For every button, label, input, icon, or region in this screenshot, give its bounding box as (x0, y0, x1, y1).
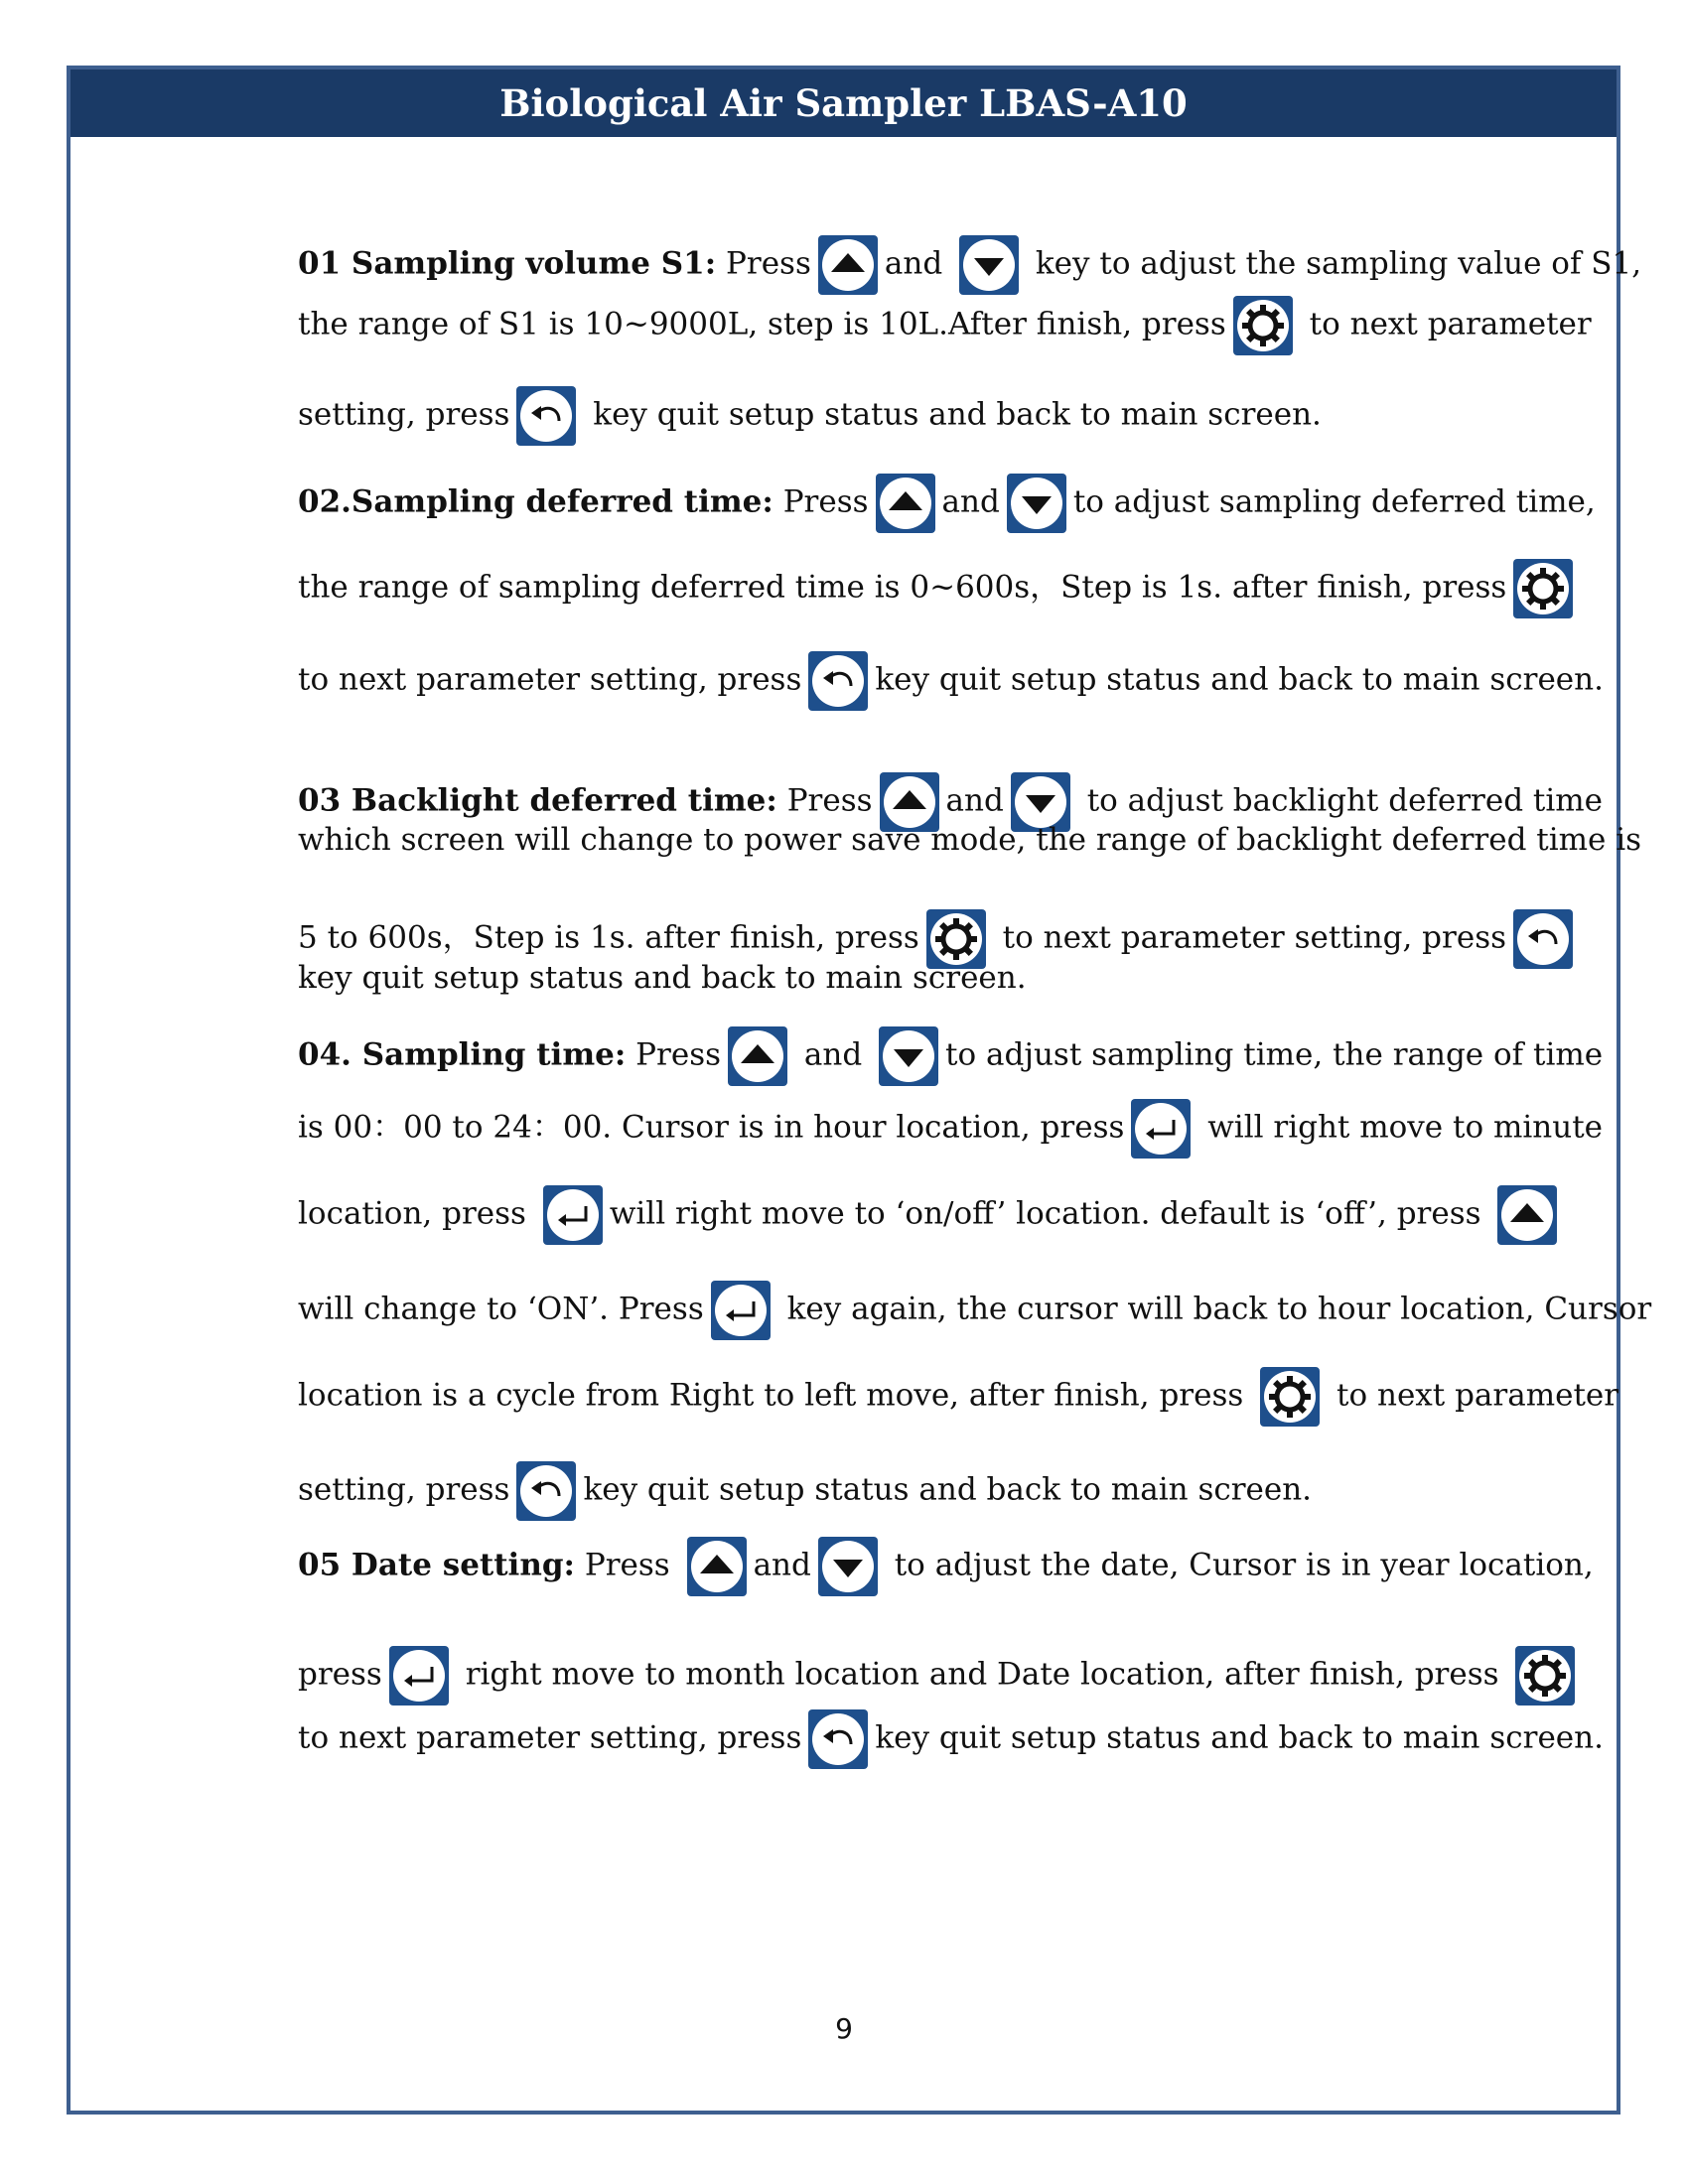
text: which screen will change to power save mode, the range of backlight deferred time is (298, 822, 1642, 858)
down-key-icon (878, 1025, 939, 1087)
up-key-icon (875, 473, 936, 534)
section-04-line-1 (298, 1025, 1603, 1087)
page-number: 9 (835, 2012, 853, 2045)
text: is 00：00 to 24：00. Cursor is in hour location, press (298, 1109, 1125, 1146)
back-key-icon (1512, 908, 1574, 970)
text: to next parameter setting, press (298, 1719, 802, 1756)
section-05-line-3 (298, 1708, 1604, 1770)
section-02-line-1 (298, 473, 1596, 534)
text: Press (782, 483, 869, 520)
section-04-line-6 (298, 1460, 1312, 1522)
text: Press (584, 1547, 670, 1583)
section-03-line-4 (298, 958, 1027, 998)
text: will right move to minute (1207, 1109, 1604, 1146)
settings-key-icon (1232, 295, 1294, 356)
back-key-icon (515, 385, 577, 447)
text: to adjust backlight deferred time (1086, 782, 1604, 819)
text: and (884, 245, 943, 282)
down-key-icon (958, 234, 1020, 296)
text: location is a cycle from Right to left move, after finish, press (298, 1377, 1244, 1414)
text: and (753, 1547, 811, 1583)
back-key-icon (515, 1460, 577, 1522)
enter-key-icon (710, 1280, 772, 1341)
down-key-icon (817, 1536, 879, 1597)
up-key-icon (817, 234, 879, 296)
text: to next parameter (1309, 306, 1592, 342)
section-04-heading: 04. Sampling time: (298, 1036, 627, 1073)
text: Press (786, 782, 873, 819)
back-key-icon (807, 650, 869, 712)
section-04-line-5 (298, 1366, 1618, 1428)
section-04-line-3 (298, 1184, 1564, 1246)
settings-key-icon (1512, 558, 1574, 619)
text: will right move to ‘on/off’ location. default is ‘off’, press (609, 1195, 1481, 1232)
settings-key-icon (1514, 1645, 1576, 1706)
text: Press (726, 245, 811, 282)
section-02-line-3 (298, 650, 1604, 712)
section-01-line-3 (298, 385, 1322, 447)
text: to next parameter setting, press (1002, 919, 1507, 956)
page-title: Biological Air Sampler LBAS-A10 (70, 69, 1617, 137)
text: right move to month location and Date location, after finish, press (465, 1656, 1499, 1693)
back-key-icon (807, 1708, 869, 1770)
page-frame (67, 66, 1620, 2115)
text: location, press (298, 1195, 526, 1232)
text: and (803, 1036, 863, 1073)
text: setting, press (298, 396, 510, 433)
section-01-line-2 (298, 295, 1592, 356)
down-key-icon (1006, 473, 1067, 534)
text: to adjust sampling time, the range of time (945, 1036, 1604, 1073)
enter-key-icon (1130, 1098, 1192, 1160)
section-03-heading: 03 Backlight deferred time: (298, 782, 777, 819)
text: 5 to 600s，Step is 1s. after finish, press (298, 919, 919, 956)
text: key quit setup status and back to main screen. (875, 1719, 1604, 1756)
section-02-line-2 (298, 558, 1580, 619)
section-02-heading: 02.Sampling deferred time: (298, 483, 774, 520)
text: key quit setup status and back to main screen. (298, 960, 1027, 996)
section-05-heading: 05 Date setting: (298, 1547, 575, 1583)
section-03-line-2 (298, 820, 1641, 860)
text: will change to ‘ON’. Press (298, 1291, 704, 1327)
enter-key-icon (542, 1184, 604, 1246)
text: the range of sampling deferred time is 0~600s，Step is 1s. after finish, press (298, 569, 1507, 606)
text: key quit setup status and back to main screen. (593, 396, 1322, 433)
section-05-line-2 (298, 1645, 1582, 1706)
text: setting, press (298, 1471, 510, 1508)
text: press (298, 1656, 382, 1693)
text: to next parameter setting, press (298, 661, 802, 698)
text: key quit setup status and back to main screen. (875, 661, 1604, 698)
up-key-icon (1496, 1184, 1558, 1246)
enter-key-icon (388, 1645, 450, 1706)
text: to next parameter (1336, 1377, 1619, 1414)
text: to adjust the date, Cursor is in year location, (894, 1547, 1594, 1583)
text: and (945, 782, 1004, 819)
text: key quit setup status and back to main screen. (583, 1471, 1313, 1508)
up-key-icon (686, 1536, 748, 1597)
text: key to adjust the sampling value of S1, (1035, 245, 1642, 282)
text: key again, the cursor will back to hour location, Cursor (786, 1291, 1652, 1327)
section-04-line-4 (298, 1280, 1651, 1341)
text: the range of S1 is 10~9000L, step is 10L.After finish, press (298, 306, 1226, 342)
text: to adjust sampling deferred time, (1072, 483, 1596, 520)
settings-key-icon (1259, 1366, 1321, 1428)
up-key-icon (727, 1025, 788, 1087)
section-01-heading: 01 Sampling volume S1: (298, 245, 717, 282)
text: and (941, 483, 1000, 520)
section-01-line-1 (298, 234, 1641, 296)
section-04-line-2 (298, 1098, 1603, 1160)
section-05-line-1 (298, 1536, 1594, 1597)
text: Press (635, 1036, 722, 1073)
